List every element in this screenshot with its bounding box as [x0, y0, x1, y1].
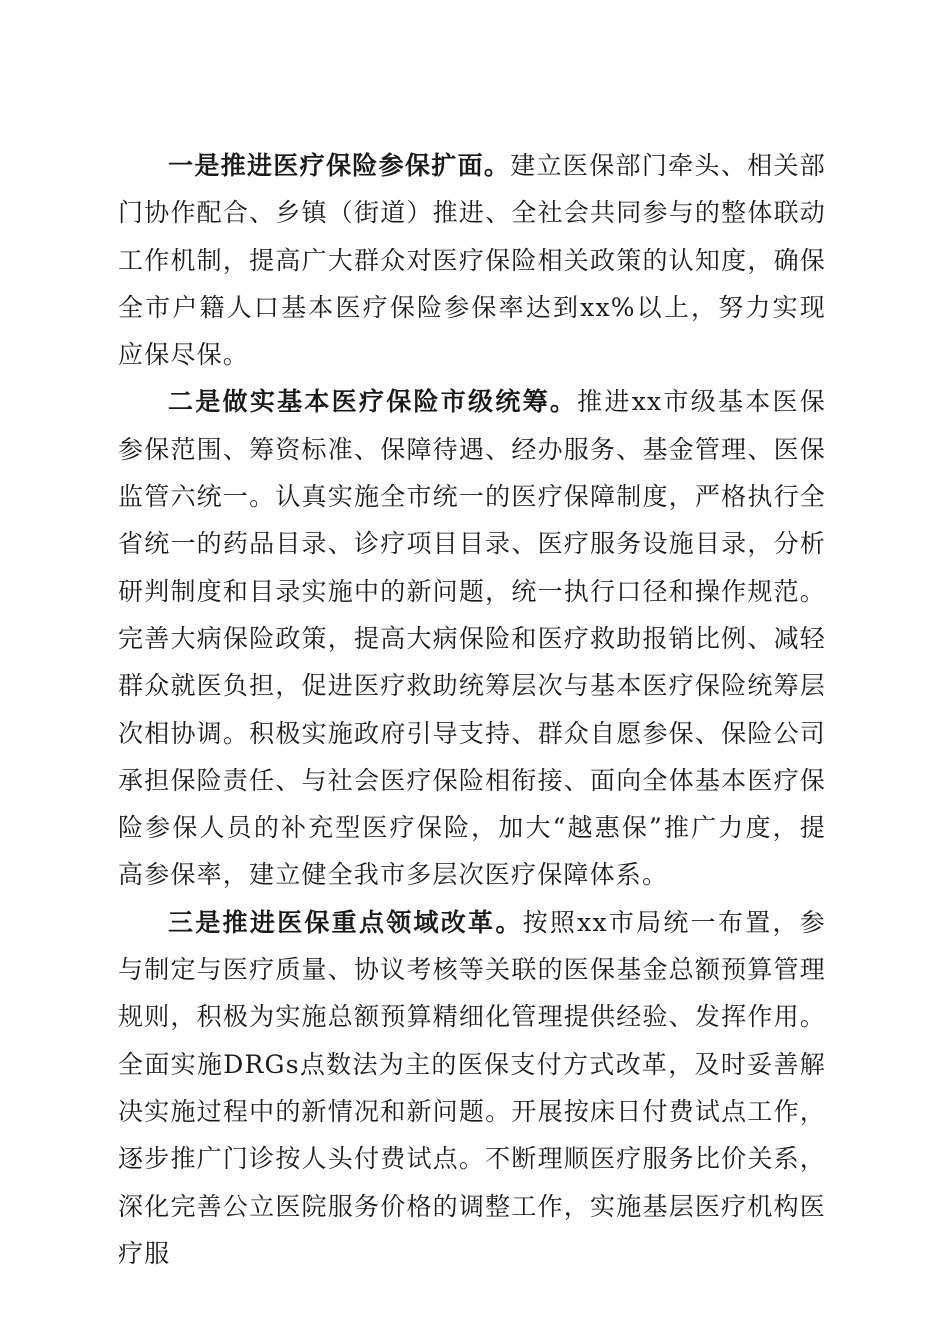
paragraph-3	[118, 899, 826, 1277]
paragraph-3-heading: 三是推进医保重点领域改革。	[168, 907, 523, 937]
document-body	[118, 142, 826, 1277]
paragraph-2-heading: 二是做实基本医疗保险市级统筹。	[168, 387, 578, 417]
paragraph-3-text: 按照xx市局统一布置，参与制定与医疗质量、协议考核等关联的医保基金总额预算管理规则，积极为实施总额预算精细化管理提供经验、发挥作用。全面实施DRGs点数法为主的医保支付方式改革，及时妥善解决实施过程中的新情况和新问题。开展按床日付费试点工作，逐步推广门诊按人头付费试点。不断理顺医疗服务比价关系，深化完善公立医院服务价格的调整工作，实施基层医疗机构医疗服	[118, 907, 826, 1268]
paragraph-2	[118, 378, 826, 898]
paragraph-1	[118, 142, 826, 378]
paragraph-1-text: 建立医保部门牵头、相关部门协作配合、乡镇（街道）推进、全社会共同参与的整体联动工作机制，提高广大群众对医疗保险相关政策的认知度，确保全市户籍人口基本医疗保险参保率达到xx%以上，努力实现应保尽保。	[118, 151, 826, 370]
paragraph-2-text: 推进xx市级基本医保参保范围、筹资标准、保障待遇、经办服务、基金管理、医保监管六统一。认真实施全市统一的医疗保障制度，严格执行全省统一的药品目录、诊疗项目目录、医疗服务设施目录，分析研判制度和目录实施中的新问题，统一执行口径和操作规范。完善大病保险政策，提高大病保险和医疗救助报销比例、减轻群众就医负担，促进医疗救助统筹层次与基本医疗保险统筹层次相协调。积极实施政府引导支持、群众自愿参保、保险公司承担保险责任、与社会医疗保险相衔接、面向全体基本医疗保险参保人员的补充型医疗保险，加大“越惠保”推广力度，提高参保率，建立健全我市多层次医疗保障体系。	[118, 387, 826, 890]
paragraph-1-heading: 一是推进医疗保险参保扩面。	[168, 151, 511, 180]
